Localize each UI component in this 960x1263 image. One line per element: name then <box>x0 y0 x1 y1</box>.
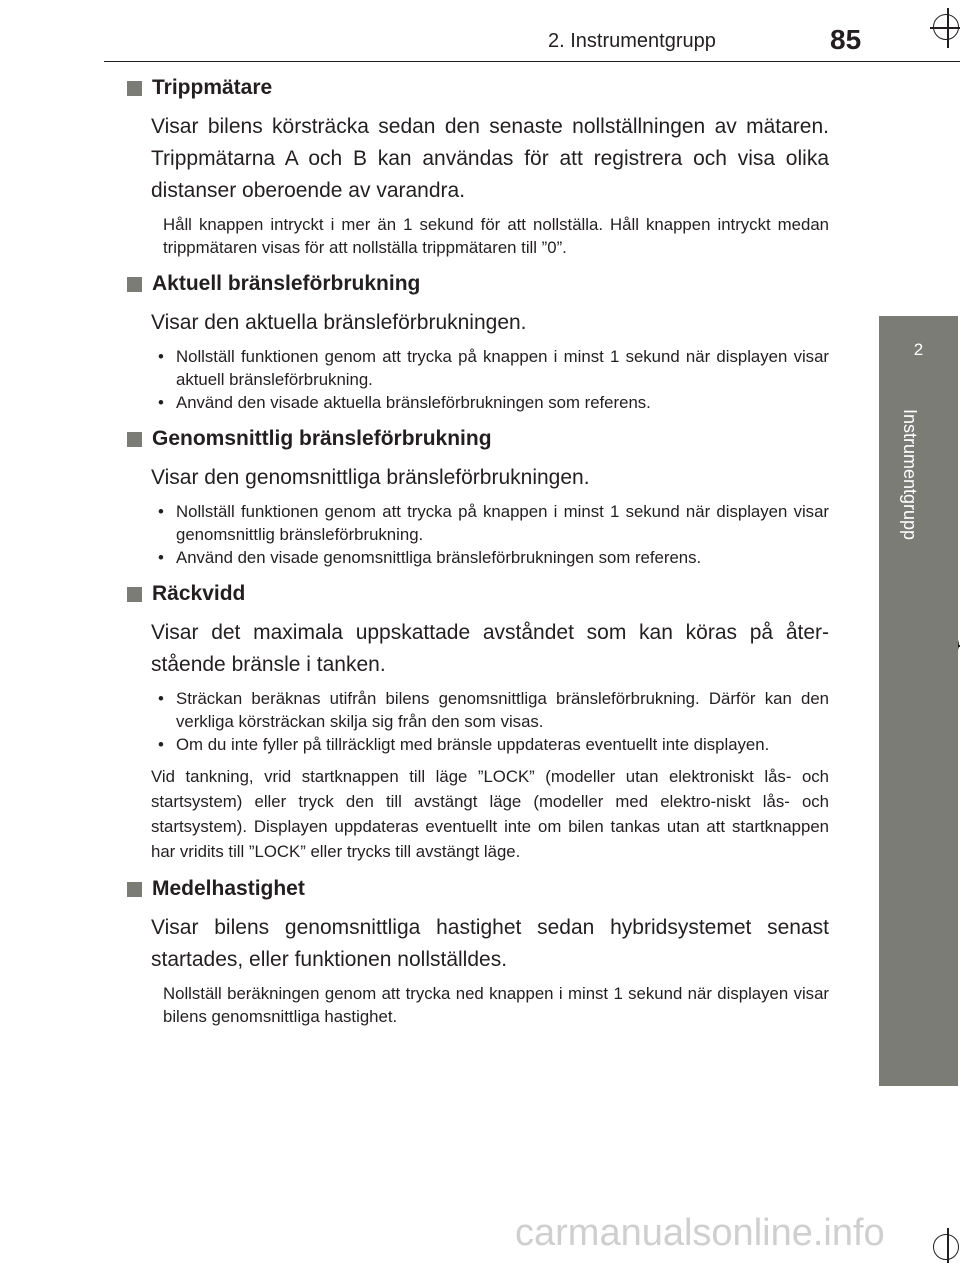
header-rule <box>104 61 960 62</box>
list-item: • Nollställ funktionen genom att trycka på knappen i minst 1 sekund när displayen visar aktuell bränsleförbrukning. <box>158 347 829 389</box>
section-heading <box>127 579 829 609</box>
bullet-dot-icon: • <box>158 393 164 412</box>
section-lead: Visar bilens körsträcka sedan den senaste nollställningen av mätaren. Trippmätarna A och B kan användas för att registrera och visa olika distanser oberoende av varandra. <box>151 115 829 202</box>
bullet-list <box>158 687 829 756</box>
section-heading <box>127 424 829 454</box>
bullet-list <box>158 500 829 569</box>
list-item: • Sträckan beräknas utifrån bilens genomsnittliga bränsleförbrukning. Därför kan den verkliga körsträckan skilja sig från den som visas. <box>158 689 829 731</box>
section-heading-text: Trippmätare <box>152 76 273 99</box>
section-aktuell-bransleforbrukning <box>127 269 829 414</box>
list-item: • Använd den visade aktuella bränsleförbrukningen som referens. <box>158 393 651 412</box>
watermark: carmanualsonline.info <box>515 1212 885 1254</box>
section-lead: Visar bilens genomsnittliga hastighet sedan hybridsystemet senast startades, eller funktionen nollställdes. <box>151 916 829 971</box>
square-bullet-icon <box>127 882 142 897</box>
square-bullet-icon <box>127 432 142 447</box>
section-lead: Visar den aktuella bränsleförbrukningen. <box>151 311 527 334</box>
list-item: • Nollställ funktionen genom att trycka på knappen i minst 1 sekund när displayen visar genomsnittlig bränsleförbrukning. <box>158 502 829 544</box>
section-heading-text: Genomsnittlig bränsleförbrukning <box>152 427 492 450</box>
section-heading <box>127 874 829 904</box>
section-lead: Visar den genomsnittliga bränsleförbrukningen. <box>151 466 590 489</box>
registration-mark-bottom-right <box>930 1228 960 1263</box>
section-heading <box>127 269 829 299</box>
square-bullet-icon <box>127 277 142 292</box>
chapter-side-tab <box>879 316 958 1086</box>
running-header-title: 2. Instrumentgrupp <box>548 30 716 52</box>
section-genomsnittlig-bransleforbrukning <box>127 424 829 569</box>
bullet-dot-icon: • <box>158 735 164 754</box>
bullet-list <box>158 345 829 414</box>
page-content <box>127 73 829 1038</box>
chapter-number: 2 <box>913 340 924 359</box>
bullet-dot-icon: • <box>158 548 164 567</box>
list-item: • Om du inte fyller på tillräckligt med bränsle uppdateras eventuellt inte displayen. <box>158 735 770 754</box>
section-medelhastighet <box>127 874 829 1028</box>
section-heading-text: Aktuell bränsleförbrukning <box>152 272 421 295</box>
bullet-dot-icon: • <box>158 347 164 366</box>
list-item: • Använd den visade genomsnittliga bränsleförbrukningen som referens. <box>158 548 702 567</box>
section-rackvidd <box>127 579 829 864</box>
square-bullet-icon <box>127 81 142 96</box>
section-heading <box>127 73 829 103</box>
section-note: Vid tankning, vrid startknappen till läge ”LOCK” (modeller utan elektroniskt lås- och startsystem) eller tryck den till avstängt läge (modeller med elektro-niskt lås- och startsystem). Displayen uppdateras eventuellt inte om bilen tankas utan att startknappen har vridits till ”LOCK” eller trycks till avstängt läge. <box>151 767 829 861</box>
section-note: Håll knappen intryckt i mer än 1 sekund för att nollställa. Håll knappen intryckt medan trippmätaren visas för att nollställa trippmätaren till ”0”. <box>163 215 829 257</box>
page-number: 85 <box>830 24 862 55</box>
bullet-dot-icon: • <box>158 689 164 708</box>
registration-mark-top-right <box>930 8 960 48</box>
section-trippmatare <box>127 73 829 259</box>
chapter-label: Instrumentgrupp <box>900 409 920 541</box>
section-heading-text: Medelhastighet <box>152 877 305 900</box>
bullet-dot-icon: • <box>158 502 164 521</box>
section-lead: Visar det maximala uppskattade avståndet som kan köras på åter-stående bränsle i tanken. <box>151 621 829 676</box>
square-bullet-icon <box>127 587 142 602</box>
section-heading-text: Räckvidd <box>152 582 246 605</box>
section-note: Nollställ beräkningen genom att trycka ned knappen i minst 1 sekund när displayen visar bilens genomsnittliga hastighet. <box>163 984 829 1026</box>
